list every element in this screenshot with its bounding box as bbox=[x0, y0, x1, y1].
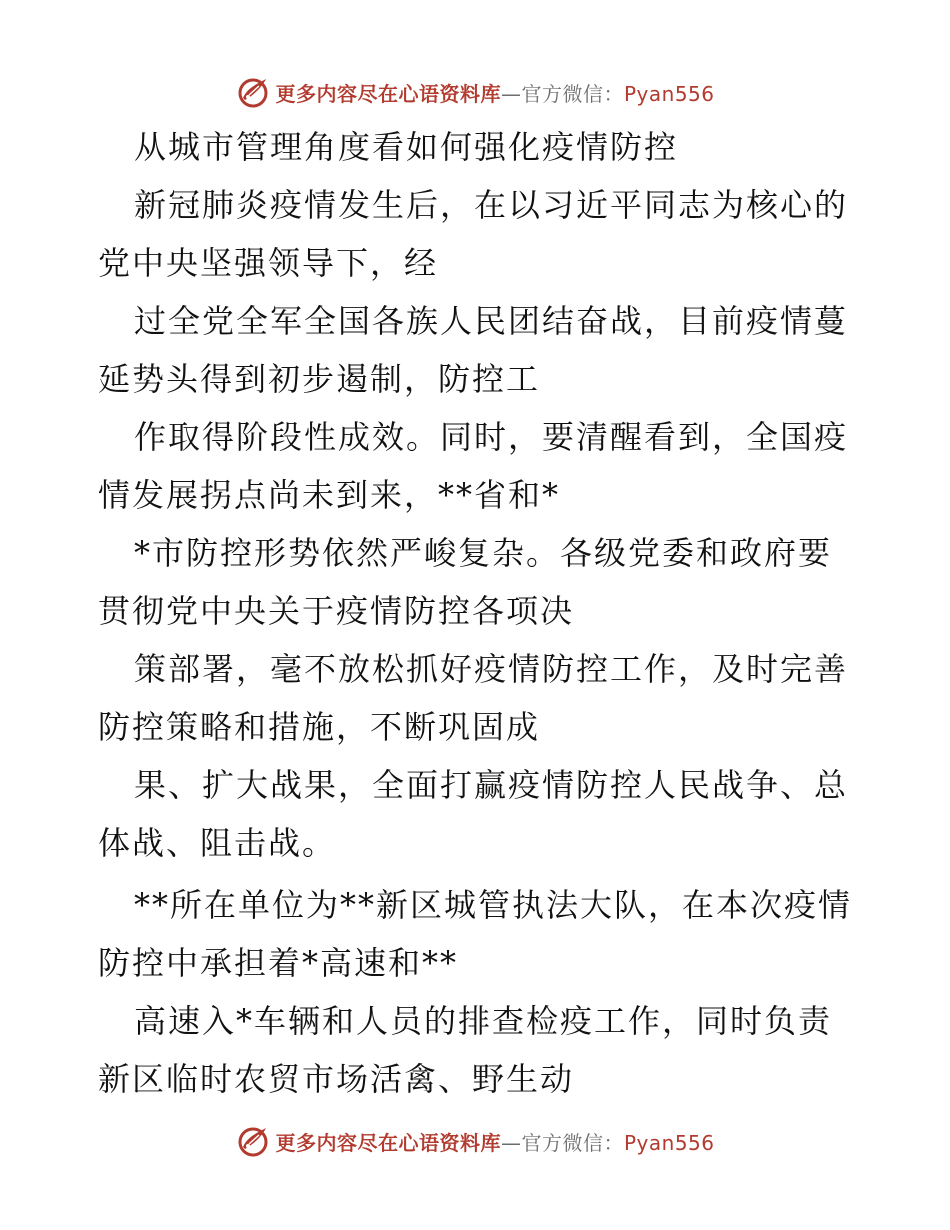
paragraph-line: 新冠肺炎疫情发生后，在以习近平同志为核心的 bbox=[134, 186, 849, 224]
banner-wechat-label: 官方微信： bbox=[521, 81, 624, 106]
paragraph-line: *市防控形势依然严峻复杂。各级党委和政府要 bbox=[134, 534, 833, 572]
paragraph-line: 高速入*车辆和人员的排查检疫工作，同时负责 bbox=[134, 1002, 833, 1040]
banner-wechat-label: 官方微信： bbox=[521, 1130, 624, 1155]
paragraph-line: 作取得阶段性成效。同时，要清醒看到，全国疫 bbox=[134, 418, 849, 456]
banner-site-name: 更多内容尽在心语资料库 bbox=[275, 81, 501, 106]
banner-separator: — bbox=[500, 81, 522, 106]
paragraph-line: 延势头得到初步遏制，防控工 bbox=[98, 360, 541, 398]
banner-wechat-id: Pyan556 bbox=[623, 1130, 715, 1155]
banner-site-name: 更多内容尽在心语资料库 bbox=[275, 1130, 501, 1155]
banner-separator: — bbox=[500, 1130, 522, 1155]
document-title: 从城市管理角度看如何强化疫情防控 bbox=[134, 128, 679, 166]
paragraph-line: 新区临时农贸市场活禽、野生动 bbox=[98, 1060, 575, 1098]
banner-text bbox=[275, 1127, 714, 1156]
paragraph-line: 策部署，毫不放松抓好疫情防控工作，及时完善 bbox=[134, 650, 849, 688]
paragraph-line: 情发展拐点尚未到来，**省和* bbox=[98, 476, 561, 514]
paragraph-line: 防控中承担着*高速和** bbox=[98, 944, 459, 982]
paragraph-line: 贯彻党中央关于疫情防控各项决 bbox=[98, 592, 575, 630]
paragraph-line: **所在单位为**新区城管执法大队，在本次疫情 bbox=[134, 886, 853, 924]
paragraph-line: 党中央坚强领导下，经 bbox=[98, 244, 439, 282]
paragraph-line: 果、扩大战果，全面打赢疫情防控人民战争、总 bbox=[134, 766, 849, 804]
paragraph-line: 体战、阻击战。 bbox=[98, 824, 337, 862]
pen-logo-icon bbox=[235, 1123, 271, 1159]
banner-wechat-id: Pyan556 bbox=[623, 81, 715, 106]
paragraph-line: 防控策略和措施，不断巩固成 bbox=[98, 708, 541, 746]
paragraph-line: 过全党全军全国各族人民团结奋战，目前疫情蔓 bbox=[134, 302, 849, 340]
footer-watermark-banner bbox=[0, 1121, 950, 1161]
